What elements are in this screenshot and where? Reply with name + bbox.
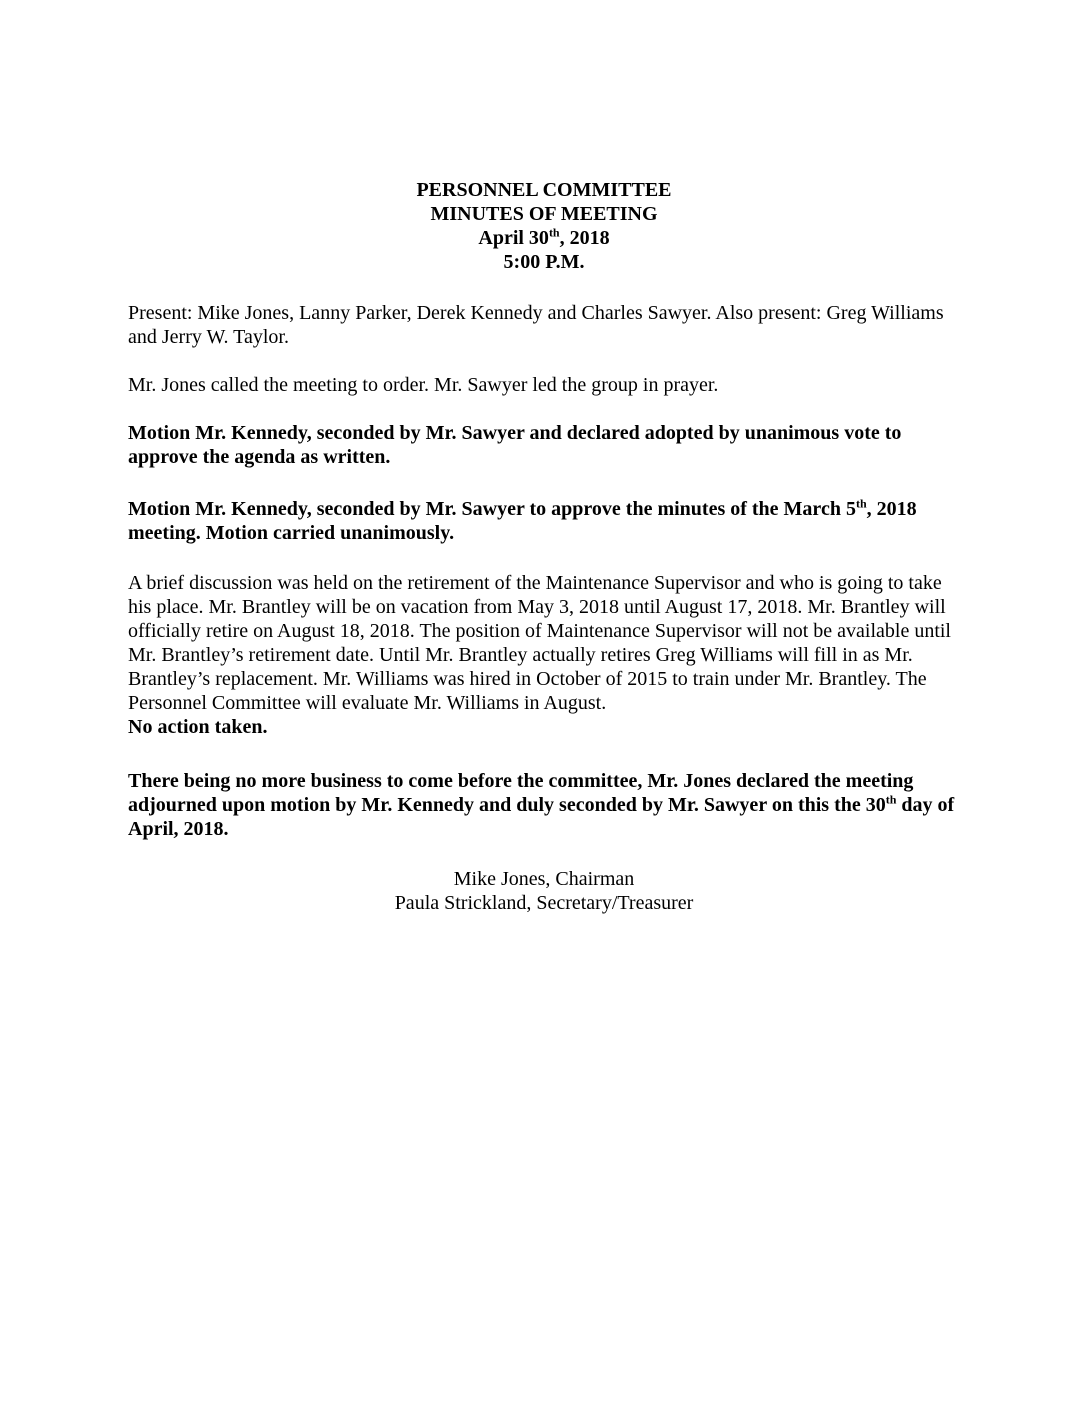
agenda-motion-paragraph: Motion Mr. Kennedy, seconded by Mr. Sawyer and declared adopted by unanimous vote to approve the agenda as written. [128, 422, 902, 468]
document-header [0, 178, 1088, 274]
minutes-motion-text: Motion Mr. Kennedy, seconded by Mr. Sawyer to approve the minutes of the March 5 [128, 498, 856, 520]
committee-title: PERSONNEL COMMITTEE [416, 179, 672, 201]
minutes-motion-ordinal: th [855, 496, 867, 511]
meeting-time: 5:00 P.M. [503, 251, 585, 273]
meeting-date [0, 226, 1088, 250]
signature-block [0, 867, 1088, 915]
meeting-date-suffix: , 2018 [559, 227, 610, 249]
meeting-date-prefix: April 30 [478, 227, 549, 249]
adjournment-ordinal: th [885, 792, 897, 807]
adjournment-text-end: day of April, 2018. [128, 794, 955, 840]
adjournment-text: There being no more business to come before the committee, Mr. Jones declared the meeting adjourned upon motion by Mr. Kennedy and duly seconded by Mr. Sawyer on this the 30 [128, 770, 914, 816]
minutes-title: MINUTES OF MEETING [430, 203, 658, 225]
minutes-motion-text-end: , 2018 meeting. Motion carried unanimously. [128, 498, 917, 544]
discussion-paragraph [128, 571, 968, 739]
discussion-text: A brief discussion was held on the retirement of the Maintenance Supervisor and who is going to take his place. Mr. Brantley will be on vacation from May 3, 2018 until August 17, 2018. Mr. Brantley will officially retire on August 18, 2018. The position of Maintenance Supervisor will not be available until Mr. Brantley’s retirement date. Until Mr. Brantley actually retires Greg Williams will fill in as Mr. Brantley’s replacement. Mr. Williams was hired in October of 2015 to train under Mr. Brantley. The Personnel Committee will evaluate Mr. Williams in August. [128, 572, 951, 714]
minutes-motion-paragraph [128, 497, 968, 545]
call-to-order-paragraph: Mr. Jones called the meeting to order. Mr. Sawyer led the group in prayer. [128, 374, 719, 396]
adjournment-paragraph [128, 769, 968, 841]
no-action-text: No action taken. [128, 716, 268, 738]
meeting-date-ordinal: th [548, 225, 560, 240]
attendance-paragraph: Present: Mike Jones, Lanny Parker, Derek Kennedy and Charles Sawyer. Also present: Greg Williams and Jerry W. Taylor. [128, 302, 944, 348]
chairman-signature: Mike Jones, Chairman [453, 868, 635, 890]
secretary-signature: Paula Strickland, Secretary/Treasurer [394, 892, 694, 914]
